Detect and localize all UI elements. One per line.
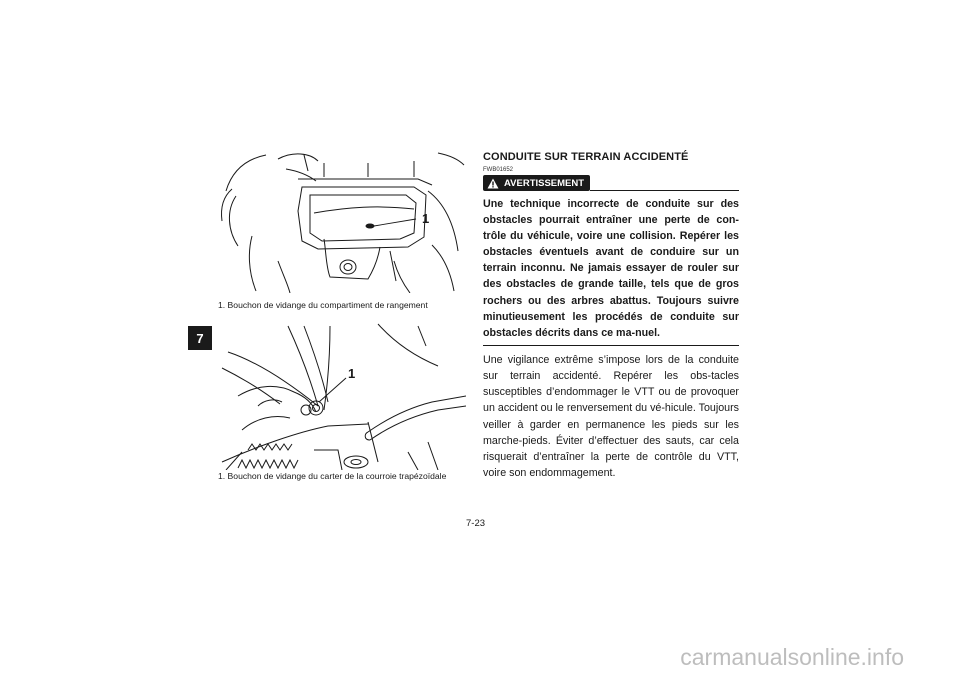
body-paragraph: Une vigilance extrême s’impose lors de la conduite sur terrain accidenté. Repérer les obs-tacles susceptibles d’endommager le VTT ou de provoquer un accident ou le renversement du vé-hicule. Toujours veiller à garder en permanence les pieds sur les marche-pieds. Éviter d’effectuer des sauts, car cela risquerait d’entraîner la perte de contrôle du VTT, voire son endommagement. bbox=[483, 353, 739, 480]
section-title: CONDUITE SUR TERRAIN ACCIDENTÉ bbox=[483, 151, 689, 163]
section-content bbox=[483, 151, 739, 481]
storage-compartment-illustration bbox=[218, 151, 466, 293]
belt-case-illustration bbox=[218, 322, 466, 470]
figure-caption: 1. Bouchon de vidange du carter de la courroie trapézoïdale bbox=[218, 471, 447, 481]
chapter-tab: 7 bbox=[188, 326, 212, 350]
divider bbox=[483, 345, 739, 346]
divider bbox=[590, 190, 739, 191]
warning-label: AVERTISSEMENT bbox=[504, 177, 585, 189]
figure-storage-compartment bbox=[218, 151, 466, 293]
reference-code: FWB01652 bbox=[483, 167, 514, 173]
figure-caption: 1. Bouchon de vidange du compartiment de rangement bbox=[218, 300, 428, 310]
warning-header bbox=[483, 175, 739, 191]
warning-text: Une technique incorrecte de conduite sur des obstacles pourrait entraîner une perte de con-trôle du véhicule, voire une collision. Repérer les obstacles éventuels avant de conduire sur un terrain inconnu. Ne jamais essayer de rouler sur des obstacles de grande taille, tels que de gros rochers ou des arbres abattus. Toujours suivre minutieusement les procédés de conduite sur obstacles décrits dans ce ma-nuel. bbox=[483, 198, 739, 339]
page-number: 7-23 bbox=[466, 518, 486, 529]
watermark: carmanualsonline.info bbox=[680, 644, 904, 670]
callout-1: 1 bbox=[422, 211, 430, 226]
warning-badge bbox=[483, 175, 590, 191]
warning-icon bbox=[487, 178, 499, 189]
figure-belt-case bbox=[218, 322, 466, 470]
callout-1: 1 bbox=[348, 366, 356, 381]
